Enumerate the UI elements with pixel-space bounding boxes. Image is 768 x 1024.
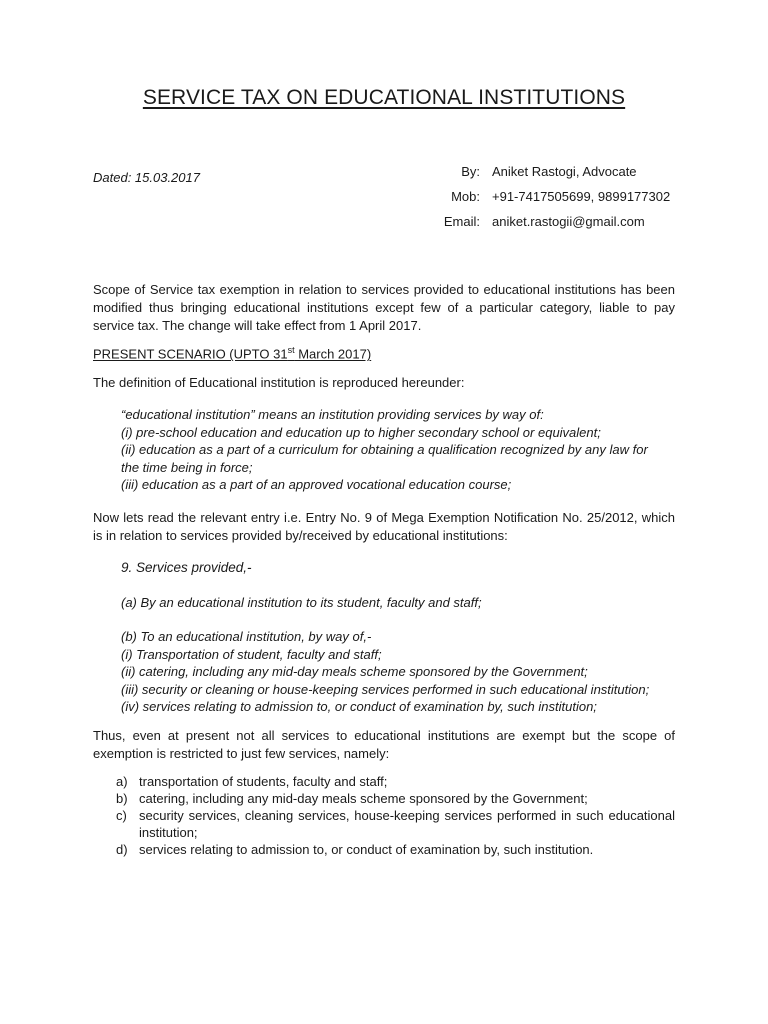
entry-clause-b-item: (ii) catering, including any mid-day meals scheme sponsored by the Government; xyxy=(121,664,588,679)
list-marker: d) xyxy=(116,842,128,857)
list-item-text: transportation of students, faculty and staff; xyxy=(139,774,388,789)
definition-line: (i) pre-school education and education up to higher secondary school or equivalent; xyxy=(121,424,601,440)
author-name: Aniket Rastogi, Advocate xyxy=(492,164,637,179)
mobile-label: Mob: xyxy=(451,189,480,204)
intro-paragraph: Scope of Service tax exemption in relation to services provided to educational institutions has been modified thus bringing educational institutions except few of a particular category, liable to pay service tax. The change will take effect from 1 April 2017. xyxy=(93,282,675,333)
document-title: SERVICE TAX ON EDUCATIONAL INSTITUTIONS xyxy=(142,86,626,109)
entry-intro-paragraph: Now lets read the relevant entry i.e. Entry No. 9 of Mega Exemption Notification No. 25/2012, which is in relation to services provided by/received by educational institutions: xyxy=(93,510,675,543)
list-item xyxy=(93,807,675,841)
definition-intro: The definition of Educational institution is reproduced hereunder: xyxy=(93,375,465,390)
list-item-text: catering, including any mid-day meals scheme sponsored by the Government; xyxy=(139,791,588,806)
date-line: Dated: 15.03.2017 xyxy=(93,170,200,185)
entry-clause-b-item: (iii) security or cleaning or house-keeping services performed in such educational institution; xyxy=(121,681,650,697)
author-label: By: xyxy=(461,164,480,179)
entry-clause-b-item: (i) Transportation of student, faculty and staff; xyxy=(121,646,382,662)
list-item-text: services relating to admission to, or conduct of examination by, such institution. xyxy=(139,842,594,857)
email-label: Email: xyxy=(443,214,480,229)
list-marker: c) xyxy=(116,808,127,823)
definition-line: the time being in force; xyxy=(121,459,253,475)
present-scenario-heading xyxy=(93,345,371,361)
present-scenario-heading-sup: st xyxy=(287,345,295,355)
list-marker: a) xyxy=(116,774,128,789)
entry-clause-b-item: (iv) services relating to admission to, or conduct of examination by, such institution; xyxy=(121,699,597,714)
definition-line: (iii) education as a part of an approved vocational education course; xyxy=(121,477,512,492)
entry-quote xyxy=(121,559,661,716)
mobile-number: +91-7417505699, 9899177302 xyxy=(492,189,671,204)
list-item xyxy=(93,773,675,790)
present-scenario-heading-text: PRESENT SCENARIO (UPTO 31 xyxy=(93,346,288,362)
list-marker: b) xyxy=(116,791,128,806)
list-item xyxy=(93,790,675,807)
list-item-text: security services, cleaning services, house-keeping services performed in such educational institution; xyxy=(139,808,675,840)
thus-paragraph: Thus, even at present not all services to educational institutions are exempt but the scope of exemption is restricted to just few services, namely: xyxy=(93,728,675,761)
definition-quote xyxy=(121,406,661,494)
quote-gap xyxy=(121,577,661,594)
definition-line: (ii) education as a part of a curriculum for obtaining a qualification recognized by any law for xyxy=(121,442,648,457)
entry-clause-b: (b) To an educational institution, by way of,- xyxy=(121,629,372,644)
definition-line: “educational institution” means an institution providing services by way of: xyxy=(121,407,544,422)
quote-gap xyxy=(121,611,661,628)
present-scenario-heading-tail: March 2017) xyxy=(294,346,372,362)
list-item xyxy=(93,841,675,858)
exempt-services-list xyxy=(93,773,675,858)
entry-clause-a: (a) By an educational institution to its student, faculty and staff; xyxy=(121,594,482,610)
entry-heading: 9. Services provided,- xyxy=(121,560,252,575)
email-address: aniket.rastogii@gmail.com xyxy=(492,214,645,229)
